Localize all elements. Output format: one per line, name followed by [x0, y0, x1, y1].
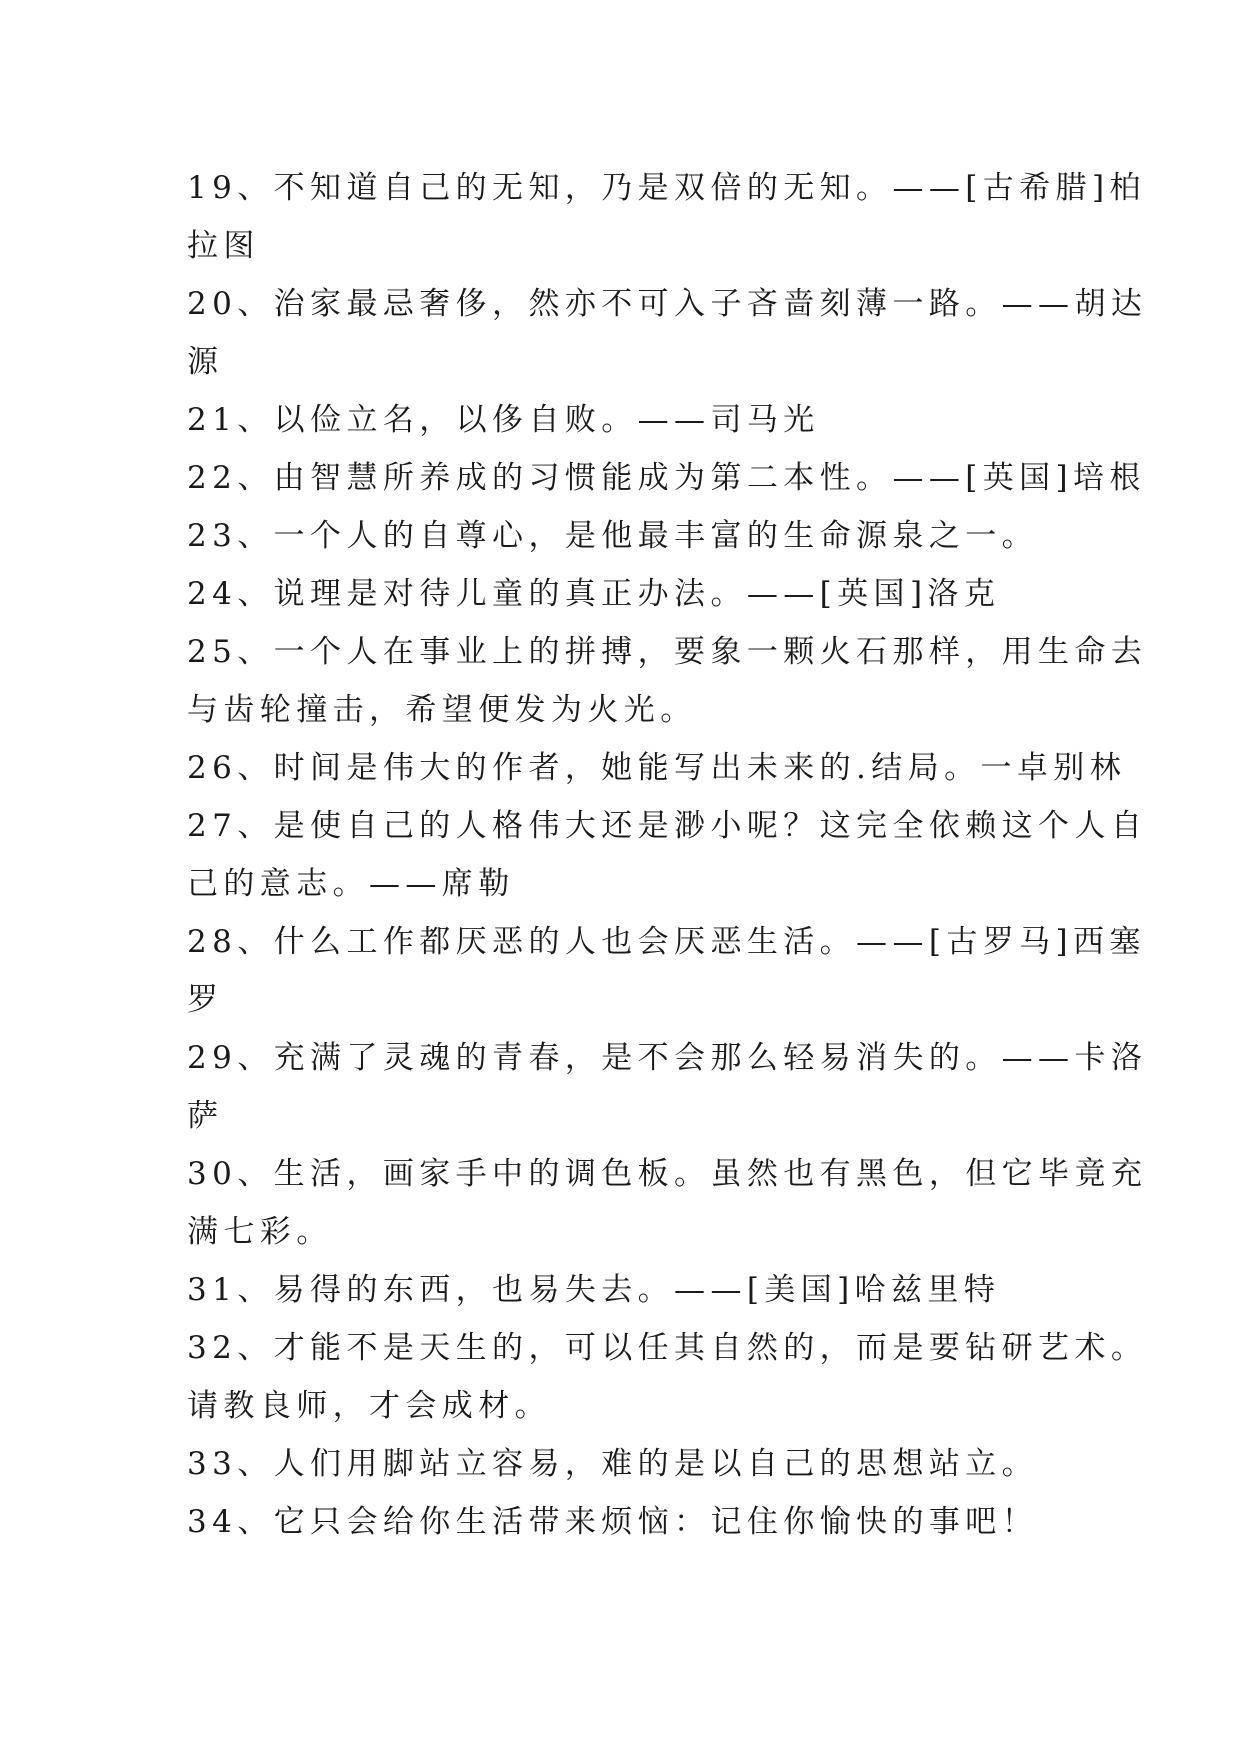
- quote-29-line-2: 萨: [187, 1098, 224, 1134]
- quote-20-line-1: 20、治家最忌奢侈，然亦不可入子吝啬刻薄一路。——胡达: [187, 286, 1148, 322]
- quote-23-line-1: 23、一个人的自尊心，是他最丰富的生命源泉之一。: [187, 518, 1039, 554]
- quote-20-line-2: 源: [187, 344, 224, 380]
- quote-27-line-2: 己的意志。——席勒: [187, 866, 515, 902]
- quote-25-line-2: 与齿轮撞击，希望便发为火光。: [187, 692, 697, 728]
- quote-19-line-2: 拉图: [187, 228, 260, 264]
- quote-33-line-1: 33、人们用脚站立容易，难的是以自己的思想站立。: [187, 1446, 1039, 1482]
- quote-22-line-1: 22、由智慧所养成的习惯能成为第二本性。——[英国]培根: [187, 460, 1146, 496]
- quote-28-line-2: 罗: [187, 982, 224, 1018]
- quote-28-line-1: 28、什么工作都厌恶的人也会厌恶生活。——[古罗马]西塞: [187, 924, 1146, 960]
- quote-27-line-1: 27、是使自己的人格伟大还是渺小呢？这完全依赖这个人自: [187, 808, 1148, 844]
- quote-32-line-2: 请教良师，才会成材。: [187, 1388, 551, 1424]
- quote-32-line-1: 32、才能不是天生的，可以任其自然的，而是要钻研艺术。: [187, 1330, 1148, 1366]
- quote-24-line-1: 24、说理是对待儿童的真正办法。——[英国]洛克: [187, 576, 1001, 612]
- quote-30-line-1: 30、生活，画家手中的调色板。虽然也有黑色，但它毕竟充: [187, 1156, 1148, 1192]
- quote-21-line-1: 21、以俭立名，以侈自败。——司马光: [187, 402, 820, 438]
- quote-19-line-1: 19、不知道自己的无知，乃是双倍的无知。——[古希腊]柏: [187, 170, 1146, 206]
- quote-34-line-1: 34、它只会给你生活带来烦恼：记住你愉快的事吧！: [187, 1504, 1039, 1540]
- quote-26-line-1: 26、时间是伟大的作者，她能写出未来的.结局。一卓别林: [187, 750, 1127, 786]
- quote-30-line-2: 满七彩。: [187, 1214, 333, 1250]
- quote-29-line-1: 29、充满了灵魂的青春，是不会那么轻易消失的。——卡洛: [187, 1040, 1148, 1076]
- quote-list: [187, 159, 1148, 1551]
- quote-25-line-1: 25、一个人在事业上的拼搏，要象一颗火石那样，用生命去: [187, 634, 1148, 670]
- quote-31-line-1: 31、易得的东西，也易失去。——[美国]哈兹里特: [187, 1272, 1001, 1308]
